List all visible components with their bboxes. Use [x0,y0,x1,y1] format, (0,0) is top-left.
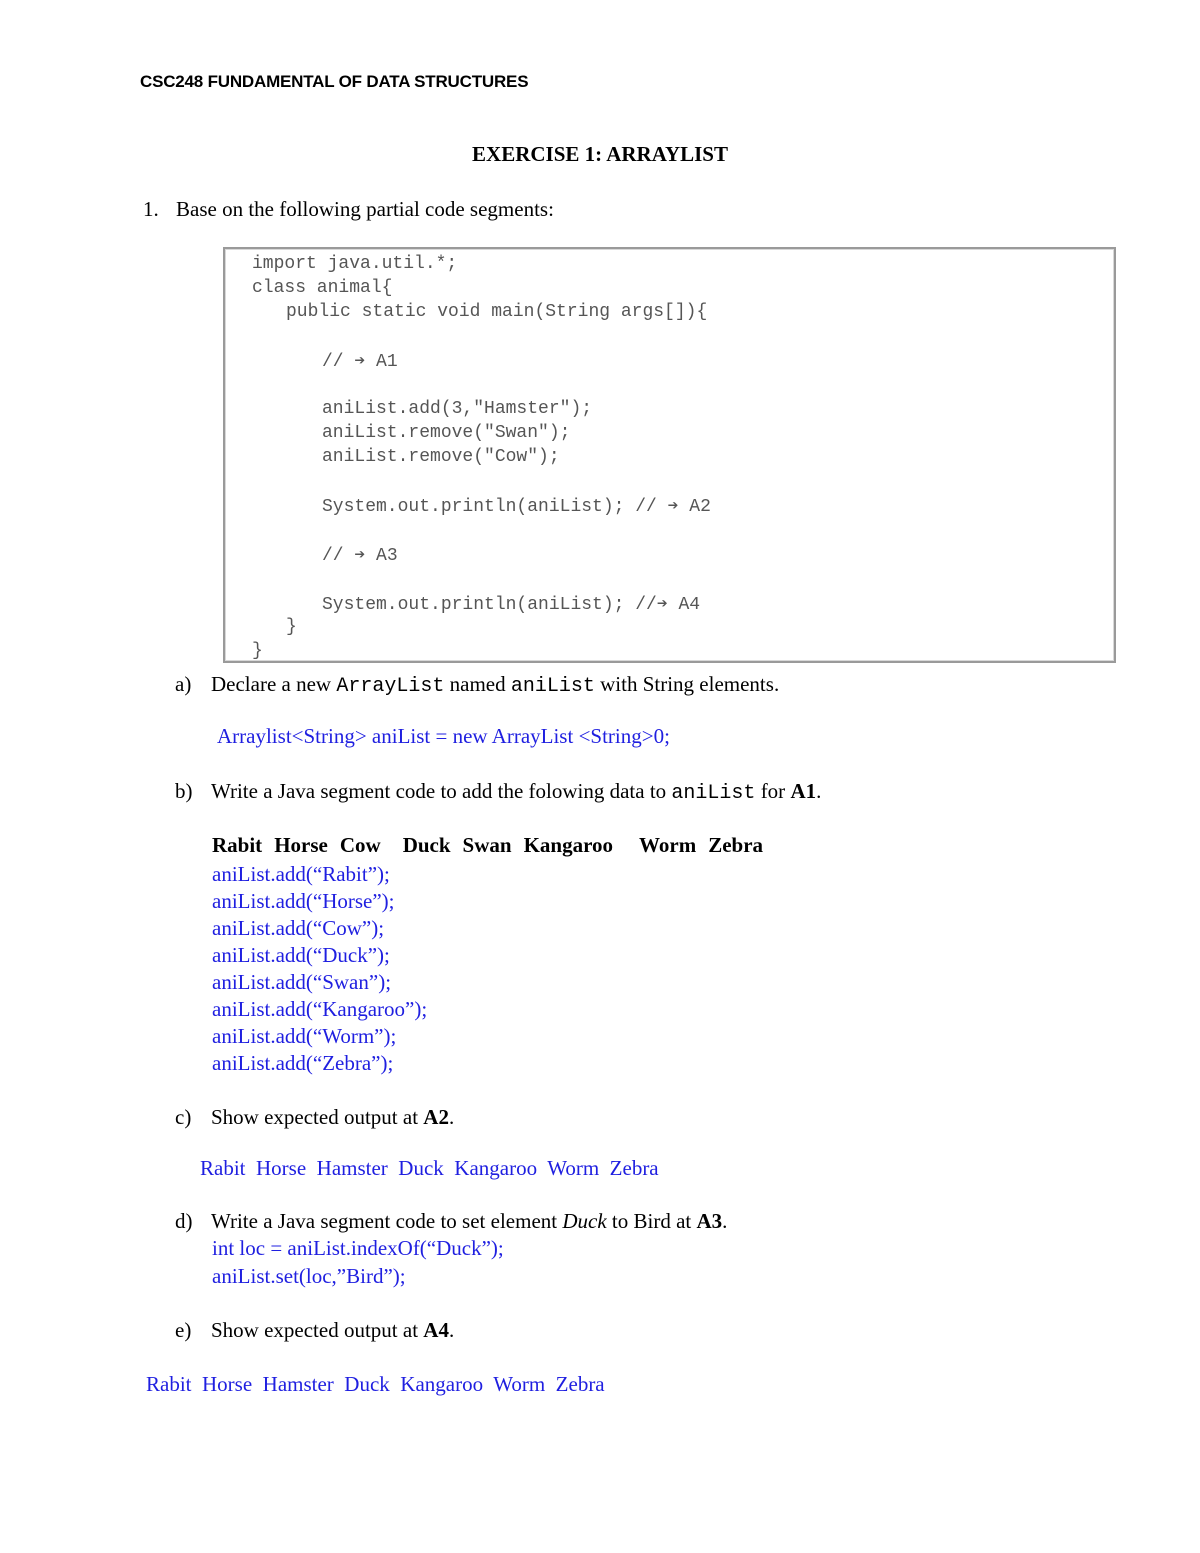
code-line: import java.util.*; [252,254,458,274]
animal-name: Horse [274,833,328,857]
answer-a: Arraylist<String> aniList = new ArrayList <String>0; [217,724,670,748]
code-line: aniList.add(3,"Hamster"); [322,399,593,419]
code-line: class animal{ [252,278,393,298]
marker: A3 [696,1209,723,1233]
item-text: . [722,1209,728,1233]
answer-b-line: aniList.add(“Worm”); [212,1024,397,1048]
animal-name: Rabit [212,833,263,857]
item-label: c) [175,1105,192,1129]
item-a [175,672,779,698]
item-e [175,1318,454,1343]
item-text: Write a Java segment code to set element [211,1209,563,1233]
answer-b-line: aniList.add(“Cow”); [212,916,385,940]
item-text: Write a Java segment code to add the folowing data to [211,779,672,803]
answer-e: Rabit Horse Hamster Duck Kangaroo Worm Zebra [146,1372,605,1396]
code-line: // ➔ A1 [322,352,398,372]
animal-name: Kangaroo [523,833,614,857]
item-label: d) [175,1209,193,1233]
answer-d-line: int loc = aniList.indexOf(“Duck”); [212,1236,504,1260]
marker: A4 [423,1318,449,1342]
item-text: to Bird at [606,1209,697,1233]
answer-b-line: aniList.add(“Horse”); [212,889,395,913]
item-text: Show expected output at [211,1105,424,1129]
item-text: for [755,779,791,803]
code-line: aniList.remove("Swan"); [322,423,571,443]
answer-b-line: aniList.add(“Zebra”); [212,1051,394,1075]
item-text: Show expected output at [211,1318,424,1342]
animal-name: Worm [639,833,697,857]
code-line: // ➔ A3 [322,546,398,566]
question-text: Base on the following partial code segments: [176,197,554,221]
item-text: . [816,779,822,803]
item-text: with String elements. [594,672,780,696]
question-1 [143,197,554,222]
animal-name: Zebra [708,833,764,857]
item-label: a) [175,672,192,696]
answer-b-line: aniList.add(“Swan”); [212,970,392,994]
code-line: aniList.remove("Cow"); [322,447,560,467]
question-number: 1. [143,197,159,221]
animal-list [212,833,775,858]
item-label: e) [175,1318,192,1342]
item-text: . [448,1105,455,1129]
item-text: Declare a new [211,672,337,696]
item-text: . [448,1318,455,1342]
answer-b-line: aniList.add(“Duck”); [212,943,390,967]
answer-b-line: aniList.add(“Rabit”); [212,862,390,886]
answer-c: Rabit Horse Hamster Duck Kangaroo Worm Zebra [200,1156,659,1180]
marker: A1 [790,779,817,803]
item-text: named [444,672,511,696]
item-b [175,779,821,805]
code-segment-box [223,247,1116,663]
animal-name: Swan [462,833,512,857]
item-label: b) [175,779,193,803]
code-line: System.out.println(aniList); // ➔ A2 [322,497,711,517]
code-line: public static void main(String args[]){ [286,302,708,322]
course-header: CSC248 FUNDAMENTAL OF DATA STRUCTURES [140,72,529,91]
item-c [175,1105,454,1130]
item-d [175,1209,727,1234]
element-name: Duck [562,1209,607,1233]
code-term: aniList [671,782,756,805]
code-line: } [252,641,263,661]
code-term: aniList [510,675,595,698]
animal-name: Duck [402,833,451,857]
exercise-title: EXERCISE 1: ARRAYLIST [472,142,728,166]
code-term: ArrayList [336,675,445,698]
answer-d-line: aniList.set(loc,”Bird”); [212,1264,406,1288]
animal-name: Cow [339,833,381,857]
marker: A2 [423,1105,449,1129]
answer-b-line: aniList.add(“Kangaroo”); [212,997,428,1021]
code-line: System.out.println(aniList); //➔ A4 [322,595,701,615]
code-line: } [286,617,297,637]
